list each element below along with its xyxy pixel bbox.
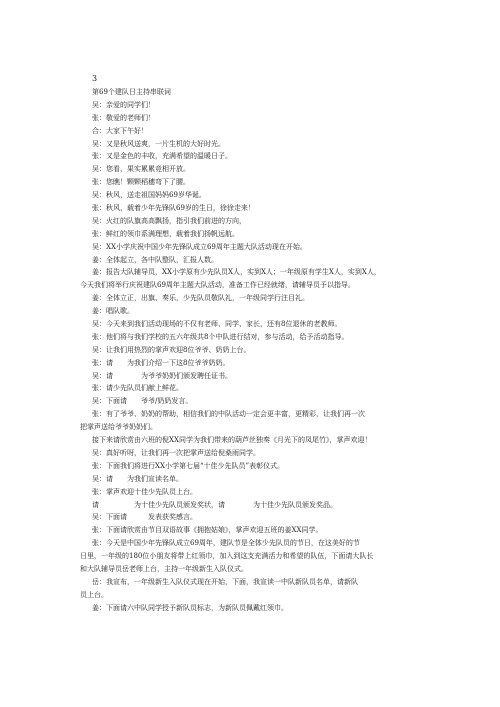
text-line: 张：下面我们将进行XX小学第七届“十佳少先队员”表彰仪式。 [92,461,285,470]
text-line: 张：鲜红的领巾系满理想，载着我们扬帆远航。 [92,229,239,238]
text-line: 张：他们将与我们学校的五六年级共8个中队进行结对，参与活动，给予活动指导。 [92,332,349,341]
text-line: 张：您瞧！颗颗稻穗弯下了腰。 [92,178,190,187]
text-line: 张：今天是中国少年先锋队成立69周年，建队节是全体少先队员的节日，在这美好的节 [92,539,360,548]
text-line: 张：下面请欣赏由节目双语故事《拥抱姑娘》，掌声欢迎五班的姜XX同学。 [92,526,323,535]
text-line: 姜：下面请六中队同学授予新队员标志，为新队员佩戴红领巾。 [92,603,288,612]
text-line: 把掌声送给爷爷奶奶们。 [80,423,157,432]
text-line: 吴：秋风，送走祖国妈妈69岁华诞。 [92,191,206,200]
text-line: 吴：您看，果实累累竞相开放。 [92,165,190,174]
text-line: 吴：真好听呀，让我们再一次把掌声送给倪桑雨同学。 [92,448,260,457]
text-line: 张：请 为我们介绍一下这8位爷爷奶奶。 [92,358,230,367]
text-line: 员上台。 [80,590,108,599]
text-line: 姜：报告大队辅导员，XX小学原有少先队员X人，实到X人；一年级原有学生X人，实到X人， [92,268,381,277]
text-line: 张：有了爷爷、奶奶的帮助，相信我们的中队活动一定会更丰富，更精彩，让我们再一次 [92,410,365,419]
text-line: 吴：下面请 发表获奖感言。 [92,513,197,522]
text-line: 吴：又是秋风送爽，一片生机的大好时光。 [92,139,225,148]
text-line: 张：掌声欢迎十佳少先队员上台。 [92,487,197,496]
text-line: 岳：我宣布，一年级新生入队仪式现在开始，下面，我宣读一中队新队员名单，请新队 [92,577,358,586]
document-body [80,86,430,615]
text-line: 第69个建队日主持串联词 [92,88,171,96]
text-line: 姜：唱队歌。 [92,307,134,316]
text-line: 吴：请 为我们宣读名单。 [92,474,183,483]
text-line: 吴：亲爱的同学们！ [92,100,155,109]
text-line: 合：大家下午好！ [92,126,148,135]
text-line: 吴：让我们用热烈的掌声欢迎8位爷爷、奶奶上台。 [92,345,251,354]
text-line: 吴：下面请 爷爷/奶奶发言。 [92,397,193,406]
text-line: 和大队辅导员岳老师上台，主持一年级新生入队仪式。 [80,564,248,573]
text-line: 姜：全体起立，各中队整队，汇报人数。 [92,255,218,264]
text-line: 吴：XX小学庆祝中国少年先锋队成立69周年主题大队活动现在开始。 [92,242,307,251]
text-line: 张：秋风，载着少年先锋队69岁的生日，徐徐走来！ [92,204,255,213]
text-line: 吴：火红的队旗高高飘扬，指引我们前进的方向， [92,216,246,225]
text-line: 吴：今天来到我们活动现场的不仅有老师、同学、家长，还有8位退休的老教师。 [92,320,342,329]
text-line: 日里，一年级的180位小朋友将带上红领巾，加入到这支充满活力和希望的队伍，下面请大队长 [80,552,374,561]
text-line: 姜：全体立正，出旗、奏乐，少先队员敬队礼，一年级同学行注目礼。 [92,294,309,303]
text-line: 张：又是金色的丰收，充满希望的温暖日子。 [92,152,232,161]
text-line: 请 为十佳少先队员颁发奖状，请 为十佳少先队员颁发奖品。 [92,500,337,509]
text-line: 吴：请 为爷爷奶奶们颁发聘任证书。 [92,371,232,380]
text-line: 张：请少先队员们献上鲜花。 [92,384,183,393]
text-line: 接下来请欣赏由六班的倪XX同学为我们带来的葫芦丝独奏《月光下的凤尾竹》，掌声欢迎！ [92,436,372,445]
text-line: 今天我们将举行庆祝建队69周年主题大队活动，准备工作已经就绪，请辅导员予以指导。 [80,281,355,290]
text-line: 张：敬爱的老师们！ [92,113,155,122]
page-number: 3 [92,74,98,83]
